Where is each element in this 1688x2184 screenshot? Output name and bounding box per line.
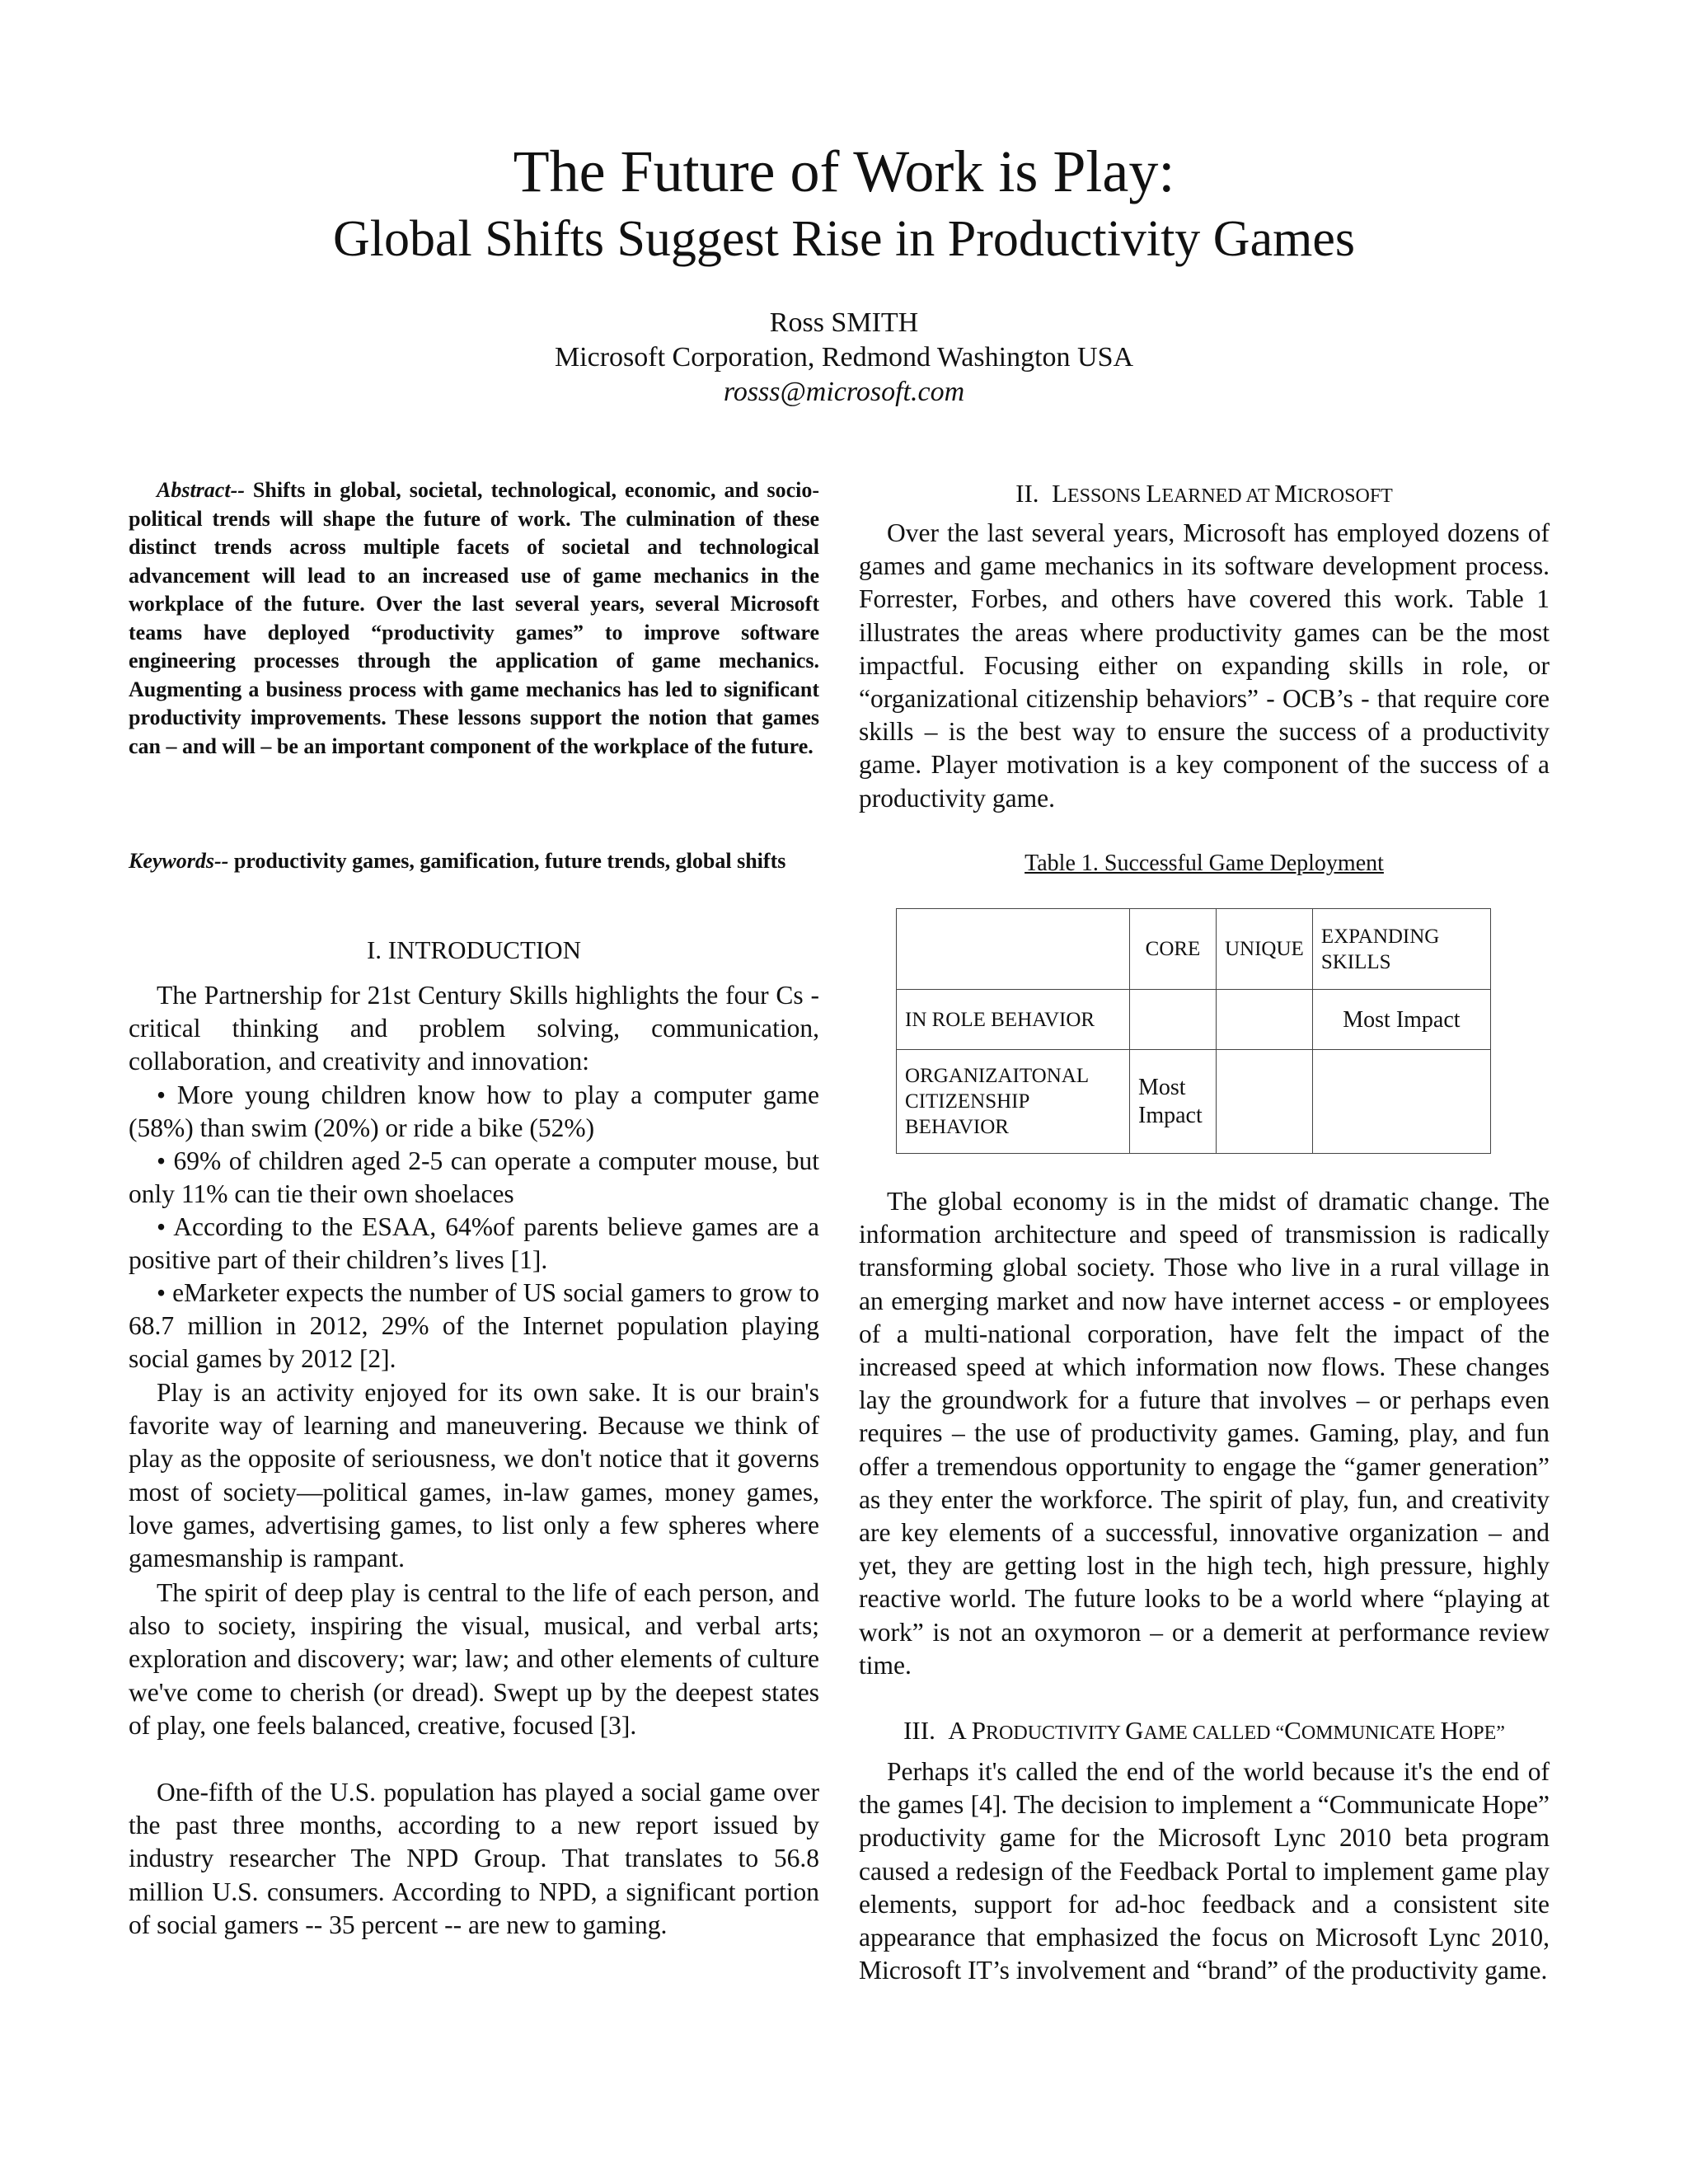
keywords-label: Keywords-- [129, 849, 229, 873]
bullet-item-1: • More young children know how to play a computer game (58%) than swim (20%) or ride a bike (52%) [129, 1080, 819, 1143]
table-cell [1217, 990, 1313, 1050]
table-header-cell: EXPANDING SKILLS [1312, 909, 1490, 990]
section-1-heading: I. INTRODUCTION [366, 935, 582, 964]
section-3-heading: III. A PRODUCTIVITY GAME CALLED “COMMUNICATE HOPE” [903, 1716, 1505, 1745]
table-row [897, 990, 1491, 1050]
deep-play-paragraph: The spirit of deep play is central to the life of each person, and also to society, inspiring the visual, musical, and verbal arts; exploration and discovery; war; law; and other elements of culture we've come to cherish (or dread). Swept up by the deepest states of play, one feels balanced, creative, focused [3]. [129, 1578, 819, 1740]
table-cell [1130, 990, 1217, 1050]
table-cell: Most Impact [1130, 1050, 1217, 1154]
table-header-cell [897, 909, 1130, 990]
abstract-label: Abstract-- [157, 478, 245, 502]
author-email: rosss@microsoft.com [723, 377, 965, 407]
table-row [897, 1050, 1491, 1154]
bullet-item-4: • eMarketer expects the number of US social gamers to grow to 68.7 million in 2012, 29% of the Internet population playing social games by 2012 [2]. [129, 1278, 819, 1374]
paper-title: The Future of Work is Play: [513, 138, 1175, 204]
keywords-text: productivity games, gamification, future trends, global shifts [228, 849, 786, 873]
bullet-item-2: • 69% of children aged 2-5 can operate a computer mouse, but only 11% can tie their own shoelaces [129, 1146, 819, 1209]
play-paragraph: Play is an activity enjoyed for its own sake. It is our brain's favorite way of learning and maneuvering. Because we think of play as the opposite of seriousness, we don't notice that it governs most of society—political games, in-law games, money games, love games, advertising games, to list only a few spheres where gamesmanship is rampant. [129, 1378, 819, 1573]
paper-subtitle: Global Shifts Suggest Rise in Productivity Games [333, 211, 1355, 267]
author-name: Ross SMITH [769, 307, 919, 338]
global-economy-paragraph: The global economy is in the midst of dramatic change. The information architecture and speed of transmission is radically transforming global society. Those who live in a rural village in an emerging market and now have internet access - or employees of a multi-national corporation, have felt the impact of the increased speed at which information now flows. These changes lay the groundwork for a future that involves – or perhaps even requires – the use of productivity games. Gaming, play, and fun offer a tremendous opportunity to engage the “gamer generation” as they enter the workforce. The spirit of play, fun, and creativity are key elements of a successful, innovative organization – and yet, they are getting lost in the high tech, high pressure, highly reactive world. The future looks to be a world where “playing at work” is not an oxymoron – or a demerit at performance review time. [859, 1187, 1550, 1680]
author-affiliation: Microsoft Corporation, Redmond Washington USA [554, 342, 1134, 373]
lessons-paragraph: Over the last several years, Microsoft has employed dozens of games and game mechanics in its software development process. Forrester, Forbes, and others have covered this work. Table 1 illustrates the areas where productivity games can be the most impactful. Focusing either on expanding skills in role, or “organizational citizenship behaviors” - OCB’s - that require core skills – is the best way to ensure the success of a productivity game. Player motivation is a key component of the success of a productivity game. [859, 518, 1550, 813]
section-2-heading: II. LESSONS LEARNED AT MICROSOFT [1015, 479, 1393, 508]
social-game-paragraph: One-fifth of the U.S. population has played a social game over the past three months, according to a new report issued by industry researcher The NPD Group. That translates to 56.8 million U.S. consumers. According to NPD, a significant portion of social gamers -- 35 percent -- are new to gaming. [129, 1778, 819, 1939]
bullet-item-3: • According to the ESAA, 64%of parents believe games are a positive part of their children’s lives [1]. [129, 1212, 819, 1275]
abstract-text: Shifts in global, societal, technological, economic, and socio-political trends will shape the future of work. The culmination of these distinct trends across multiple facets of societal and technological advancement will lead to an increased use of game mechanics in the workplace of the future. Over the last several years, several Microsoft teams have deployed “productivity games” to improve software engineering processes through the application of game mechanics. Augmenting a business process with game mechanics has led to significant productivity improvements. These lessons support the notion that games can – and will – be an important component of the workplace of the future. [129, 478, 819, 758]
table-header-cell: UNIQUE [1217, 909, 1313, 990]
table-header-row [897, 909, 1491, 990]
table-caption: Table 1. Successful Game Deployment [1025, 851, 1384, 876]
table-cell [1217, 1050, 1313, 1154]
abstract [129, 476, 819, 761]
table-cell: Most Impact [1312, 990, 1490, 1050]
table-cell: ORGANIZAITONAL CITIZENSHIP BEHAVIOR [897, 1050, 1130, 1154]
table-header-cell: CORE [1130, 909, 1217, 990]
communicate-hope-paragraph: Perhaps it's called the end of the world because it's the end of the games [4]. The decision to implement a “Communicate Hope” productivity game for the Microsoft Lync 2010 beta program caused a redesign of the Feedback Portal to implement game play elements, support for ad-hoc feedback and a consistent site appearance that emphasized the focus on Microsoft Lync 2010, Microsoft IT’s involvement and “brand” of the productivity game. [859, 1757, 1550, 1985]
table-cell [1312, 1050, 1490, 1154]
table-cell: IN ROLE BEHAVIOR [897, 990, 1130, 1050]
game-deployment-table [896, 908, 1491, 1154]
keywords [129, 847, 819, 876]
intro-paragraph: The Partnership for 21st Century Skills highlights the four Cs - critical thinking and problem solving, communication, collaboration, and creativity and innovation: [129, 981, 819, 1076]
